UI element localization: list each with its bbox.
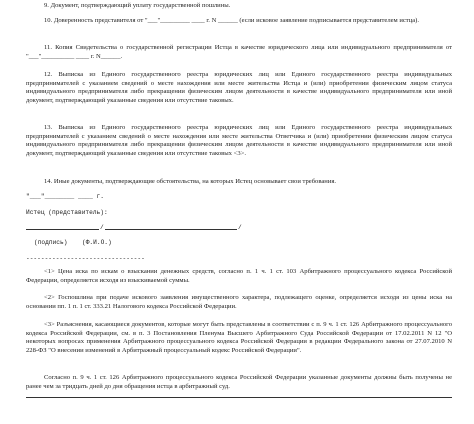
footnote-3: <3> Разъяснения, касающиеся документов, которые могут быть представлены в соответствии с п. 9 ч. 1 ст. 126 Арбитражного процессуального кодекса Российской Федерации, см. в п. 3 Постановления Пленума Высшего Арбитражного Суда Российской Федерации от 17.02.2011 N 12 "О некоторых вопросах применения Арбитражного процессуального кодекса Российской Федерации в редакции Федерального закона от 27.07.2010 N 228-ФЗ "О внесении изменений в Арбитражный процессуальный кодекс Российской Федерации".: [26, 321, 452, 355]
slash-divider: /: [100, 224, 104, 231]
item-12: 12. Выписка из Единого государственного реестра юридических лиц или Единого государственного реестра индивидуальных предпринимателей с указанием сведений о месте нахождения или месте жительства Истца и (или) приобретении физическим лицом статуса индивидуального предпринимателя либо прекращении физическим лицом деятельности в качестве индивидуального предпринимателя или иной документ, подтверждающий указанные сведения или отсутствие таковых.: [26, 71, 452, 105]
footnote-separator: --------------------------------: [26, 255, 145, 262]
footnote-4: Согласно п. 9 ч. 1 ст. 126 Арбитражного процессуального кодекса Российской Федерации указанные документы должны быть получены не ранее чем за тридцать дней до дня обращения истца в арбитражный суд.: [26, 374, 452, 390]
signature-date: "___"________ ____ г.: [26, 193, 104, 200]
item-9: 9. Документ, подтверждающий уплату государственной пошлины.: [44, 2, 231, 9]
footnote-2: <2> Госпошлина при подаче искового заявления имущественного характера, подлежащего оценке, определяется исходя из цены иска на основании пп. 1 п. 1 ст. 333.21 Налогового кодекса Российской Федерации.: [26, 294, 452, 310]
bottom-divider: [26, 397, 452, 398]
name-hint: (Ф.И.О.): [82, 239, 112, 246]
footnote-1: <1> Цена иска по искам о взыскании денежных средств, согласно п. 1 ч. 1 ст. 103 Арбитражного процессуального кодекса Российской Федерации, определяется исходя из взыскиваемой суммы.: [26, 268, 452, 284]
slash-divider-end: /: [238, 224, 242, 231]
signature-role: Истец (представитель):: [26, 209, 108, 216]
item-11: 11. Копия Свидетельства о государственной регистрации Истца в качестве юридического лица или индивидуального предпринимателя от "___"__________ ____ г. N______.: [26, 44, 452, 60]
signature-line: [26, 229, 99, 230]
name-line: [105, 229, 237, 230]
item-10: 10. Доверенность представителя от "___"_________ ____ г. N ______ (если исковое заявление подписывается представителем истца).: [44, 17, 419, 24]
item-13: 13. Выписка из Единого государственного реестра юридических лиц или Единого государственного реестра индивидуальных предпринимателей с указанием сведений о месте нахождения или месте жительства Ответчика и (или) приобретении физическим лицом статуса индивидуального предпринимателя либо прекращении физическим лицом деятельности в качестве индивидуального предпринимателя или иной документ, подтверждающий указанные сведения или отсутствие таковых <3>.: [26, 124, 452, 158]
signature-hint: (подпись): [34, 239, 68, 246]
item-14: 14. Иные документы, подтверждающие обстоятельства, на которых Истец основывает свои требования.: [44, 178, 337, 185]
